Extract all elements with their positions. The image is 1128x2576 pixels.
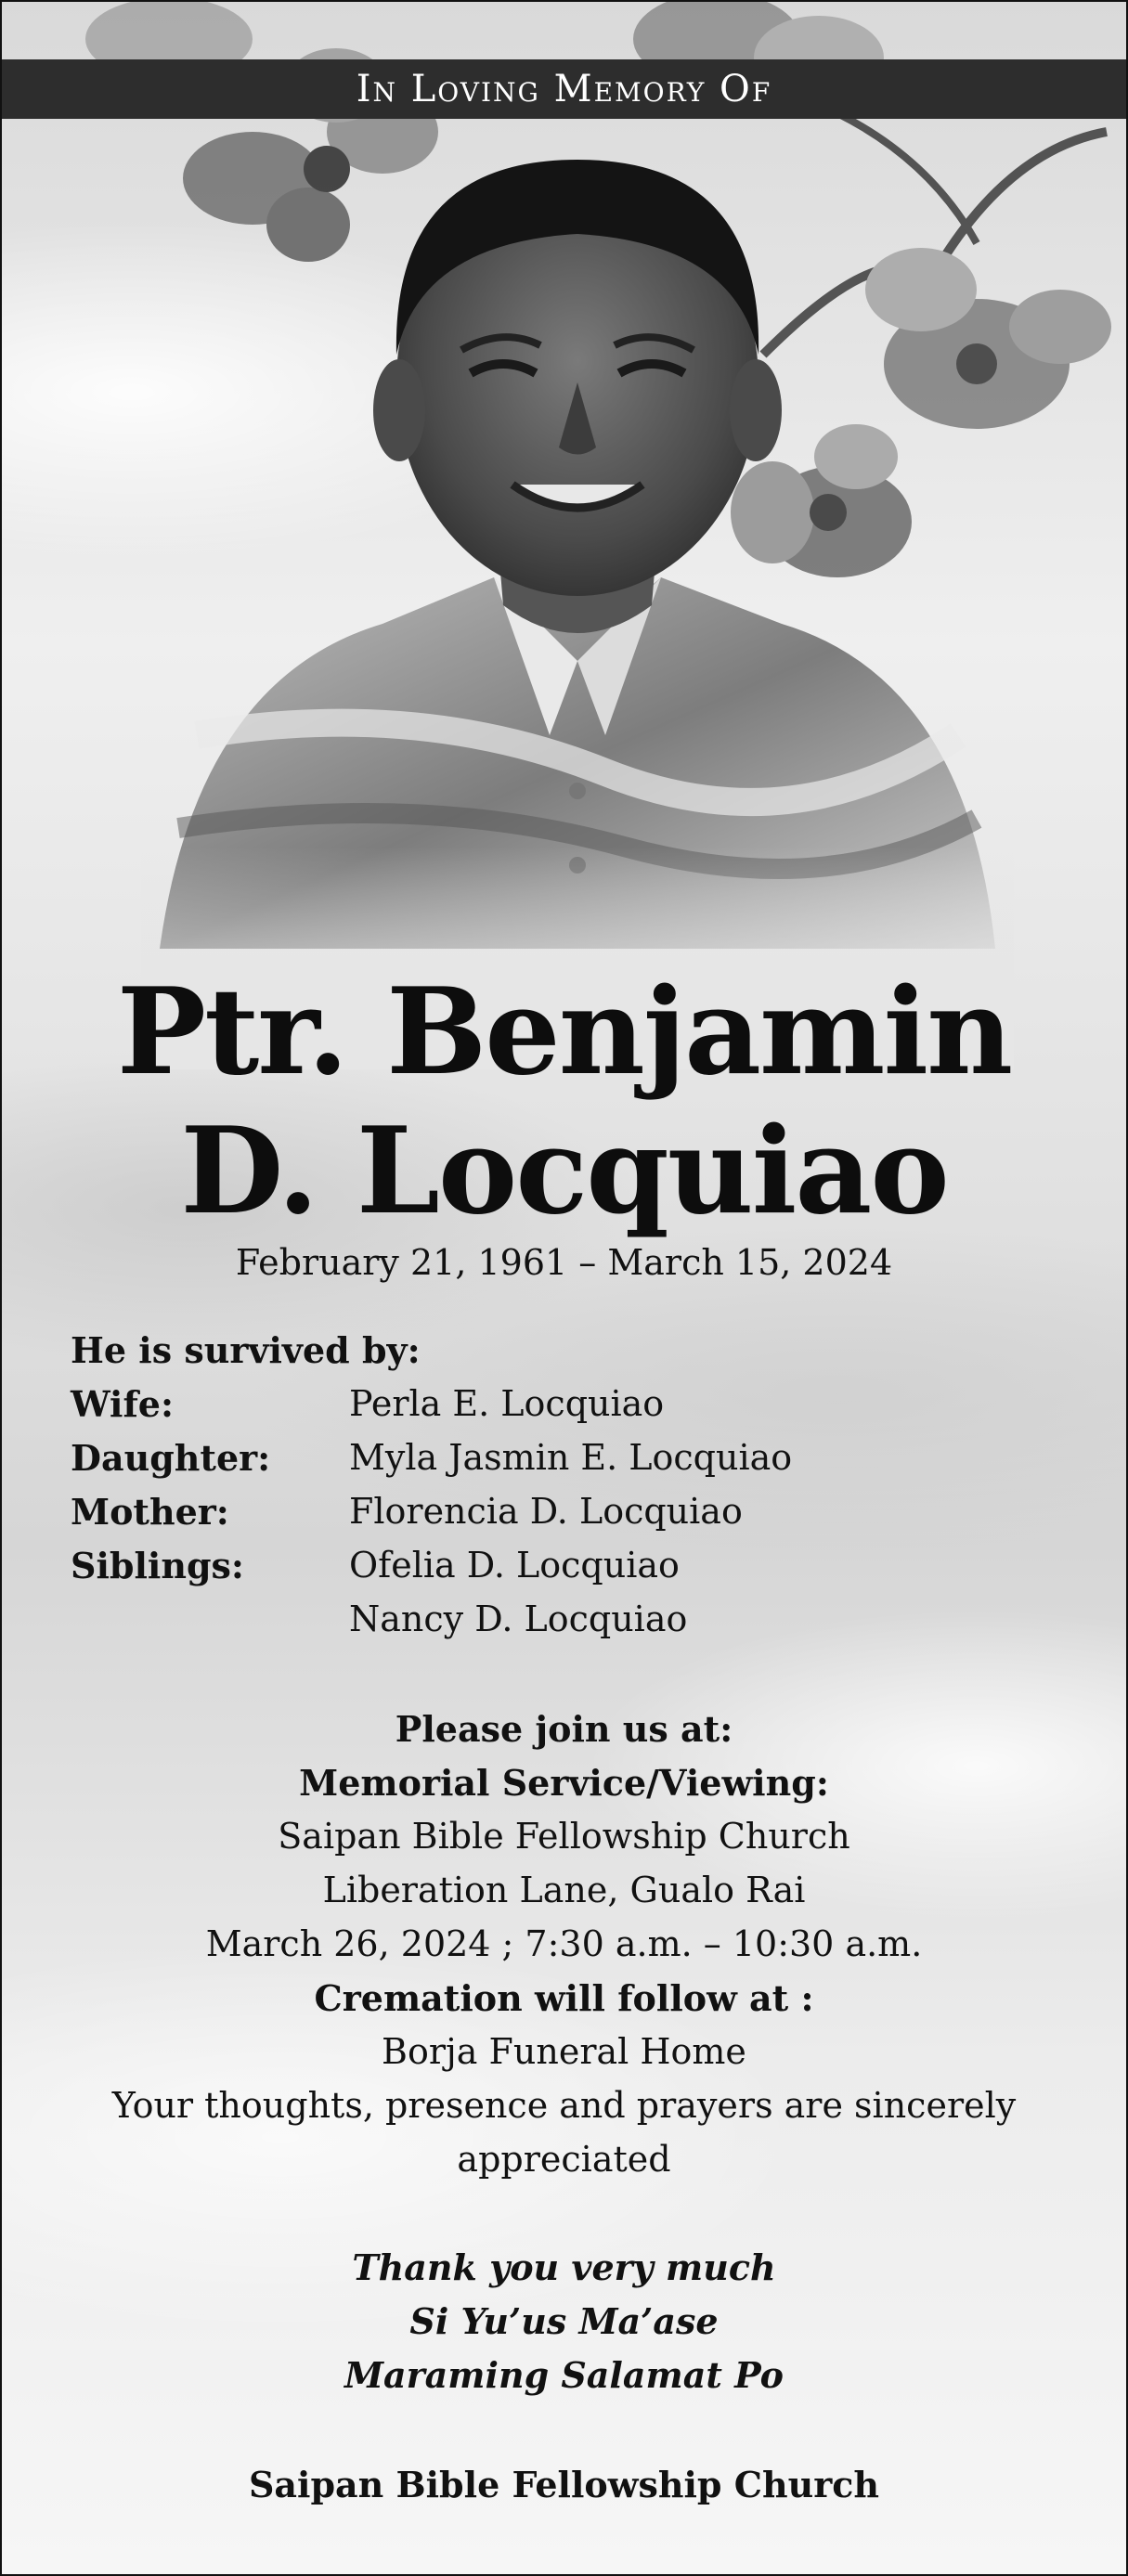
header-banner bbox=[2, 59, 1126, 119]
survivors-heading: He is survived by: bbox=[71, 1329, 421, 1371]
service-venue: Saipan Bible Fellowship Church bbox=[278, 1816, 850, 1857]
cremation-heading: Cremation will follow at : bbox=[314, 1977, 814, 2019]
survivor-name: Ofelia D. Locquiao bbox=[349, 1545, 680, 1586]
appreciation-note-line2: appreciated bbox=[457, 2139, 671, 2180]
survivor-name: Myla Jasmin E. Locquiao bbox=[349, 1437, 793, 1478]
thanks-line2: Si Yu’us Ma’ase bbox=[409, 2300, 719, 2342]
footer-organization: Saipan Bible Fellowship Church bbox=[248, 2464, 880, 2505]
survivor-name: Nancy D. Locquiao bbox=[349, 1599, 688, 1639]
service-heading: Memorial Service/Viewing: bbox=[299, 1762, 829, 1804]
header-title: In Loving Memory Of bbox=[356, 68, 772, 110]
survivor-relation: Wife: bbox=[71, 1383, 174, 1425]
deceased-name-line2: D. Locquiao bbox=[180, 1102, 948, 1241]
service-datetime: March 26, 2024 ; 7:30 a.m. – 10:30 a.m. bbox=[205, 1923, 923, 1964]
survivor-name: Florencia D. Locquiao bbox=[349, 1491, 743, 1532]
survivor-name: Perla E. Locquiao bbox=[349, 1383, 665, 1424]
survivor-relation: Daughter: bbox=[71, 1437, 271, 1479]
deceased-name-line1: Ptr. Benjamin bbox=[116, 963, 1012, 1102]
cremation-venue: Borja Funeral Home bbox=[382, 2031, 746, 2072]
appreciation-note-line1: Your thoughts, presence and prayers are sincerely bbox=[111, 2085, 1017, 2126]
survivor-relation: Mother: bbox=[71, 1491, 229, 1533]
thanks-line1: Thank you very much bbox=[352, 2246, 776, 2288]
survivor-relation: Siblings: bbox=[71, 1545, 244, 1586]
thanks-line3: Maraming Salamat Po bbox=[344, 2354, 784, 2396]
service-address: Liberation Lane, Gualo Rai bbox=[322, 1870, 806, 1910]
invite-text: Please join us at: bbox=[395, 1708, 733, 1750]
life-dates: February 21, 1961 – March 15, 2024 bbox=[235, 1242, 893, 1283]
